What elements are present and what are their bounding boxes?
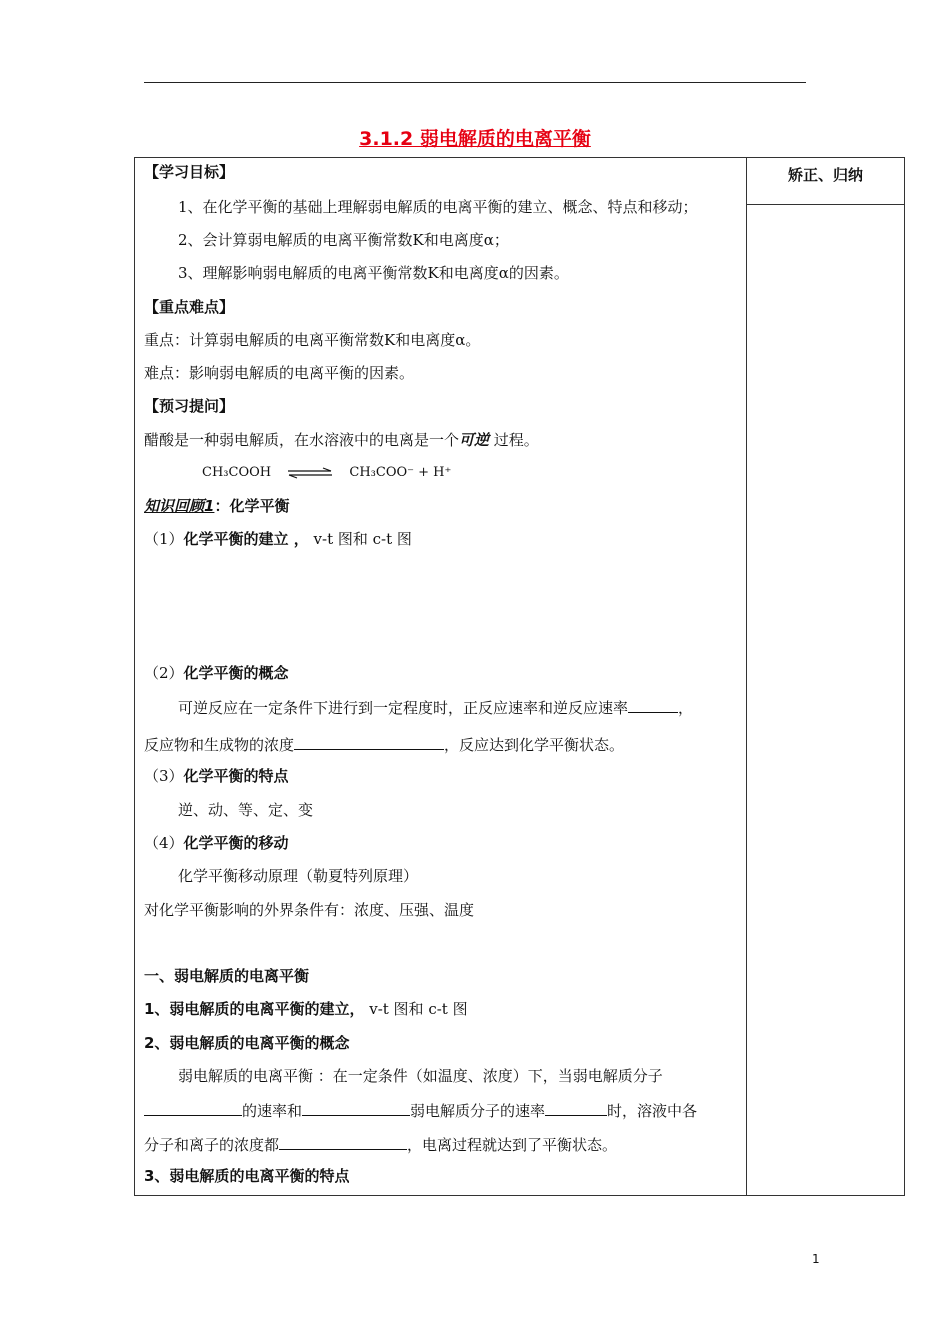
blank-rate-relation[interactable] [545, 1102, 607, 1116]
preview-heading: 【预习提问】 [144, 397, 235, 415]
item-title: 1、弱电解质的电离平衡的建立， [144, 1000, 365, 1018]
preview-text: 醋酸是一种弱电解质，在水溶液中的电离是一个 [144, 431, 460, 449]
review-item-1 [144, 532, 412, 547]
column-divider [746, 157, 747, 1196]
ionization-equation [202, 466, 451, 479]
review-item-4 [144, 836, 289, 851]
definition-text: 的速率和 [242, 1102, 303, 1120]
item-text: v-t 图和 c-t 图 [364, 1000, 468, 1018]
le-chatelier-principle: 化学平衡移动原理（勒夏特列原理） [178, 867, 419, 885]
key-point: 重点：计算弱电解质的电离平衡常数K和电离度α。 [144, 331, 481, 349]
equilibrium-features: 逆、动、等、定、变 [178, 801, 314, 819]
side-column-header: 矫正、归纳 [787, 166, 863, 184]
section-1-3: 3、弱电解质的电离平衡的特点 [144, 1167, 350, 1185]
item-text: v-t 图和 c-t 图 [308, 530, 412, 548]
item-title: 化学平衡的特点 [183, 767, 289, 785]
page-title: 3.1.2 弱电解质的电离平衡 [359, 128, 591, 150]
definition-text: 弱电解质分子的速率 [410, 1102, 546, 1120]
goals-heading: 【学习目标】 [144, 163, 235, 181]
item-title: 化学平衡的概念 [183, 664, 289, 682]
equilibrium-arrows-icon [287, 467, 333, 479]
ionization-definition-line2 [144, 1102, 697, 1119]
section-1-2: 2、弱电解质的电离平衡的概念 [144, 1034, 350, 1052]
blank-concentration-state[interactable] [279, 1136, 407, 1150]
page-number: 1 [812, 1252, 820, 1266]
review-label: 知识回顾1 [144, 497, 215, 515]
review-heading [144, 499, 289, 514]
review-item-2 [144, 666, 289, 681]
key-points-heading: 【重点难点】 [144, 298, 235, 316]
item-title: 化学平衡的移动 [183, 834, 289, 852]
ionization-definition-line1: 弱电解质的电离平衡 ：在一定条件（如温度、浓度）下，当弱电解质分子 [178, 1067, 663, 1085]
side-header-divider [746, 204, 905, 205]
header-rule [144, 82, 806, 83]
definition-text: ，反应达到化学平衡状态。 [444, 736, 625, 754]
goal-1: 1、在化学平衡的基础上理解弱电解质的电离平衡的建立、概念、特点和移动； [178, 198, 698, 216]
equilibrium-definition-line2 [144, 736, 624, 753]
definition-text: 分子和离子的浓度都 [144, 1136, 280, 1154]
item-number: （3） [144, 767, 184, 785]
section-1-heading: 一、弱电解质的电离平衡 [144, 967, 310, 985]
preview-question [144, 433, 539, 448]
blank-recombination[interactable] [302, 1102, 410, 1116]
preview-text-end: 过程。 [489, 431, 539, 449]
item-number: （4） [144, 834, 184, 852]
section-1-1 [144, 1002, 468, 1017]
definition-text: ， [678, 699, 694, 717]
equation-right: CH₃COO⁻ + H⁺ [349, 465, 452, 480]
review-item-3 [144, 769, 289, 784]
goal-2: 2、会计算弱电解质的电离平衡常数K和电离度α； [178, 231, 509, 249]
preview-emphasis: 可逆 [459, 431, 490, 449]
ionization-definition-line3 [144, 1136, 617, 1153]
definition-text: 反应物和生成物的浓度 [144, 736, 295, 754]
blank-rate[interactable] [628, 699, 678, 713]
review-title: ：化学平衡 [214, 497, 290, 515]
difficulty-point: 难点：影响弱电解质的电离平衡的因素。 [144, 364, 415, 382]
goal-3: 3、理解影响弱电解质的电离平衡常数K和电离度α的因素。 [178, 264, 569, 282]
definition-text: 时，溶液中各 [607, 1102, 698, 1120]
blank-concentration[interactable] [294, 736, 444, 750]
equilibrium-definition-line1 [178, 699, 693, 716]
equation-left: CH₃COOH [202, 465, 272, 480]
external-conditions: 对化学平衡影响的外界条件有：浓度、压强、温度 [144, 901, 475, 919]
item-title: 化学平衡的建立 ， [183, 530, 309, 548]
item-number: （2） [144, 664, 184, 682]
definition-text: 可逆反应在一定条件下进行到一定程度时，正反应速率和逆反应速率 [178, 699, 629, 717]
item-number: （1） [144, 530, 184, 548]
definition-text: ，电离过程就达到了平衡状态。 [407, 1136, 618, 1154]
blank-ionization-rate[interactable] [144, 1102, 242, 1116]
